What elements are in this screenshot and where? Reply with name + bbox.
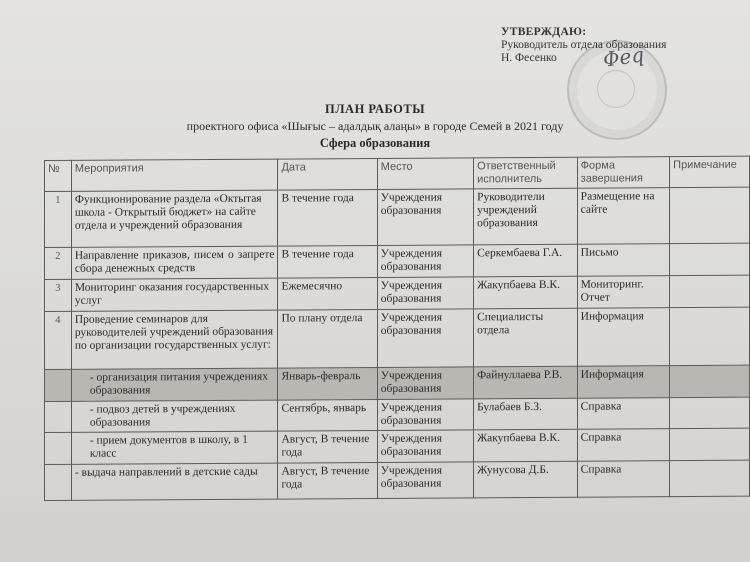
row-form: Письмо [577,244,669,277]
row-form: Информация [577,308,669,367]
row-place: Учреждения образования [377,245,473,278]
row-note [670,365,750,397]
header-place: Место [377,158,473,190]
header-responsible: Ответственный исполнитель [474,157,578,189]
row-place: Учреждения образования [377,367,473,400]
table-row [45,397,750,432]
row-note [670,397,750,428]
row-note [670,275,750,307]
row-date: В течение года [278,245,377,278]
row-event: - выдача направлений в детские сады [71,463,278,500]
table-row [45,187,750,247]
row-note [670,187,750,243]
row-responsible: Булабаев Б.З. [474,398,578,430]
row-event: Направление приказов, писем о запрете сбора денежных средств [71,246,278,279]
table-row [45,365,750,401]
row-num [45,464,72,500]
row-date: По плану отдела [278,309,377,368]
document-sphere: Сфера образования [319,136,431,150]
row-place: Учреждения образования [377,430,473,463]
approval-block [501,26,666,65]
row-note [670,428,750,460]
row-place: Учреждения образования [377,277,473,310]
row-date: Август, В течение года [278,462,377,499]
header-date: Дата [278,158,377,190]
row-date: Ежемесячно [278,277,377,310]
row-form: Информация [577,366,669,399]
table-row [45,460,750,500]
row-event: - прием документов в школу, в 1 класс [71,431,278,464]
row-responsible: Руководители учреждений образования [474,188,578,245]
row-responsible: Специалисты отдела [474,308,578,367]
row-date: В течение года [278,189,377,246]
row-place: Учреждения образования [377,189,473,246]
row-form: Справка [577,429,669,462]
header-form: Форма завершения [577,157,669,189]
row-event: Функционирование раздела «Октытая школа - Открытый бюджет» на сайте отдела и учреждений образования [71,190,278,247]
row-num: 4 [45,311,72,369]
table-row [45,275,750,311]
approval-position: Руководитель отдела образования [501,39,667,51]
row-note [670,307,750,365]
row-num [45,369,72,401]
row-form: Размещение на сайте [577,188,669,245]
row-event: Проведение семинаров для руководителей учреждений образования по организации государственных услуг: [71,310,278,369]
header-note: Примечание [670,156,750,187]
plan-table [44,156,750,501]
row-event: - организация питания учреждениях образования [71,368,278,401]
row-responsible: Серкембаева Г.А. [474,244,578,277]
header-num: № [45,160,72,191]
row-form: Мониторинг. Отчет [577,276,669,309]
row-place: Учреждения образования [377,462,473,499]
row-note [670,460,750,496]
row-date: Январь-февраль [278,367,377,400]
row-num: 3 [45,279,72,311]
table-row [45,428,750,464]
row-note [670,243,750,275]
row-num [45,401,72,432]
approval-heading: УТВЕРЖДАЮ: [501,26,587,38]
row-event: Мониторинг оказания государственных услуг [71,278,278,311]
row-event: - подвоз детей в учреждениях образования [71,400,278,432]
table-row [45,243,750,279]
row-responsible: Жакупбаева В.К. [474,276,578,309]
document-title: ПЛАН РАБОТЫ [325,102,425,116]
document-subtitle: проектного офиса «Шығыс – адалдық алаңы» в городе Семей в 2021 году [186,119,564,133]
row-responsible: Жакупбаева В.К. [474,429,578,462]
row-num [45,432,72,464]
row-date: Сентябрь, январь [278,399,377,431]
approval-name: Н. Фесенко [501,52,557,64]
row-form: Справка [577,398,669,430]
row-responsible: Файнуллаева Р.В. [474,366,578,399]
table-row [45,307,750,369]
row-num: 2 [45,247,72,279]
row-place: Учреждения образования [377,399,473,431]
table-header-row [45,156,750,191]
row-place: Учреждения образования [377,309,473,368]
row-responsible: Жунусова Д.Б. [474,461,578,498]
row-form: Справка [577,461,669,498]
signature: Φеq [601,42,646,72]
header-event: Мероприятия [71,159,278,191]
row-num: 1 [45,191,72,247]
row-date: Август, В течение года [278,430,377,463]
